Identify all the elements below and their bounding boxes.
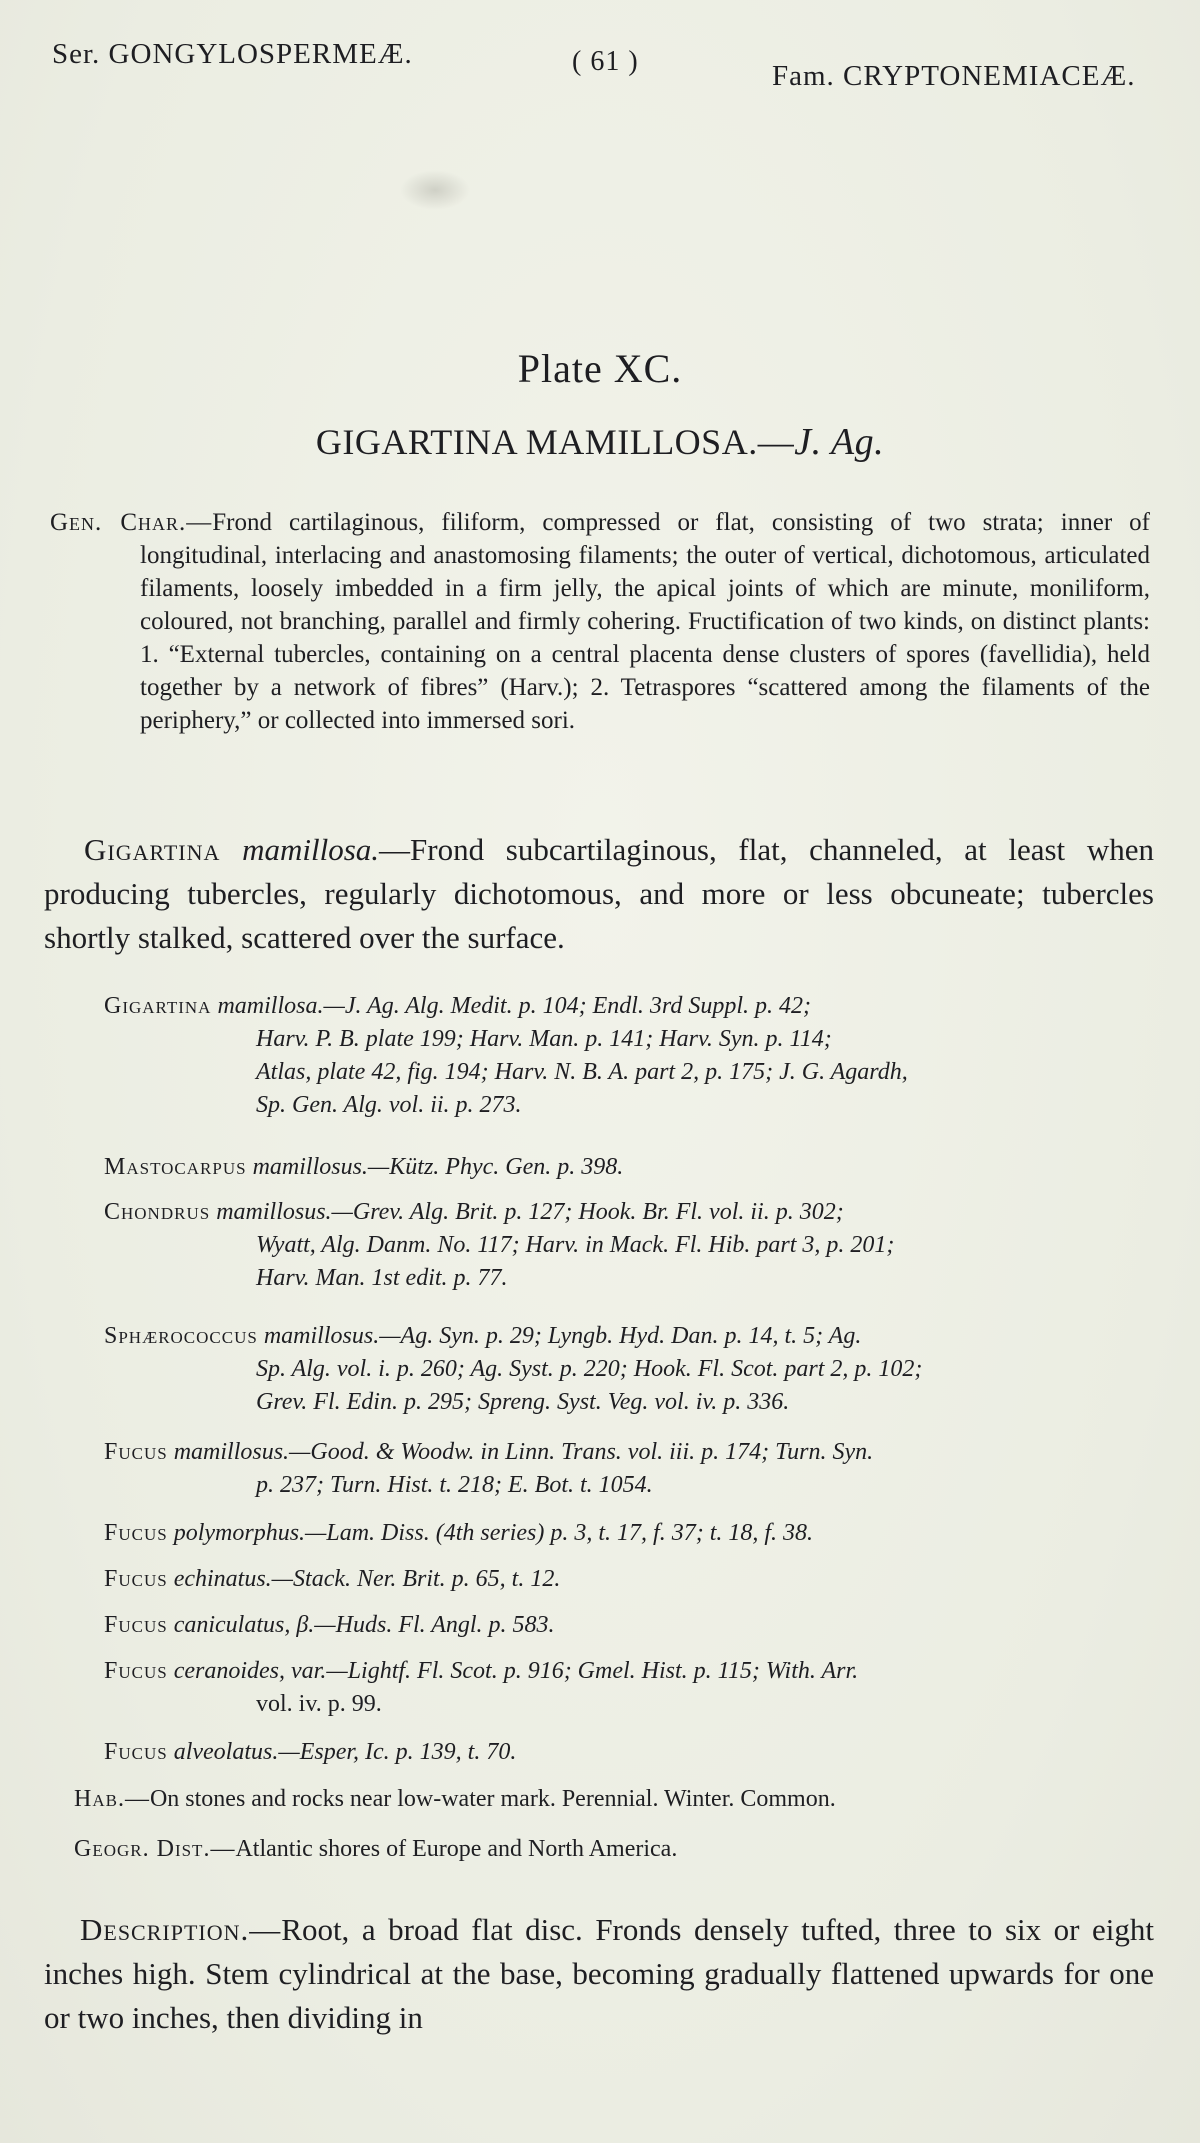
synonym-genus: Fucus — [104, 1520, 168, 1546]
species-name: GIGARTINA MAMILLOSA.— — [315, 422, 795, 462]
synonym-genus: Fucus — [104, 1658, 168, 1684]
synonym-reference: Ag. Syn. p. 29; Lyngb. Hyd. Dan. p. 14, t. 5; Ag. — [400, 1323, 862, 1349]
plate-title: Plate XC. — [517, 346, 683, 391]
habitat — [74, 1786, 1154, 1813]
synonym-reference: J. Ag. Alg. Medit. p. 104; Endl. 3rd Suppl. p. 42; — [344, 993, 812, 1019]
synonym-species: echinatus.— — [173, 1566, 294, 1592]
synonym-genus: Fucus — [104, 1739, 168, 1765]
synonym-genus: Fucus — [104, 1612, 168, 1638]
geographic-distribution — [74, 1836, 1154, 1863]
synonym-genus: Fucus — [104, 1566, 168, 1592]
synonym-reference: Stack. Ner. Brit. p. 65, t. 12. — [293, 1566, 561, 1592]
species-heading — [0, 420, 1200, 464]
synonym-reference: Good. & Woodw. in Linn. Trans. vol. iii. p. 174; Turn. Syn. — [310, 1439, 874, 1465]
synonym-entry — [104, 1736, 1154, 1769]
synonym-reference: Kütz. Phyc. Gen. p. 398. — [389, 1154, 624, 1180]
habitat-label: Hab.— — [74, 1786, 150, 1812]
diagnosis-genus: Gigartina — [84, 832, 221, 867]
synonym-entry — [104, 1320, 1154, 1419]
synonym-entry — [104, 1436, 1154, 1502]
synonym-species: mamillosus.— — [216, 1199, 353, 1225]
synonym-reference-cont: vol. iv. p. 99. — [256, 1691, 382, 1717]
synonym-entry — [104, 1517, 1154, 1550]
diagnosis-species: mamillosa. — [242, 832, 380, 867]
synonym-entry — [104, 1609, 1154, 1642]
synonym-entry — [104, 990, 1154, 1122]
synonym-reference: Huds. Fl. Angl. p. 583. — [335, 1612, 555, 1638]
description-text: Root, a broad flat disc. Fronds densely tufted, three to six or eight inches high. Stem cylindrical at the base, becoming gradually flattened upwards for one or two inches, then dividing in — [44, 1912, 1154, 2035]
synonym-genus: Fucus — [104, 1439, 168, 1465]
synonym-entry — [104, 1655, 1154, 1721]
synonym-entry — [104, 1196, 1154, 1295]
habitat-text: On stones and rocks near low-water mark. Perennial. Winter. Common. — [149, 1786, 836, 1812]
page-number: ( 61 ) — [572, 46, 639, 77]
synonym-reference-cont: Atlas, plate 42, fig. 194; Harv. N. B. A. part 2, p. 175; J. G. Agardh, — [256, 1059, 908, 1085]
synonym-reference: Esper, Ic. p. 139, t. 70. — [299, 1739, 517, 1765]
species-authority: J. Ag. — [794, 421, 885, 463]
generic-character — [50, 506, 1150, 737]
synonym-reference-cont: Harv. Man. 1st edit. p. 77. — [256, 1265, 508, 1291]
synonym-reference-cont: p. 237; Turn. Hist. t. 218; E. Bot. t. 1054. — [256, 1472, 653, 1498]
paper-smudge — [400, 170, 470, 210]
species-diagnosis — [44, 828, 1154, 960]
generic-character-label: Gen. Char.— — [50, 509, 213, 536]
generic-character-text: Frond cartilaginous, filiform, compressed or flat, consisting of two strata; inner of longitudinal, interlacing and anastomosing filaments; the outer of vertical, dichotomous, articulated filaments, loosely imbedded in a firm jelly, the apical joints of which are minute, moniliform, coloured, not branching, parallel and firmly cohering. Fructification of two kinds, on distinct plants: 1. “External tubercles, containing on a central placenta dense clusters of spores (favellidia), held together by a network of fibres” (Harv.); 2. Tetraspores “scattered among the filaments of the periphery,” or collected into immersed sori. — [140, 509, 1150, 734]
description — [44, 1908, 1154, 2040]
synonym-species: mamillosus.— — [173, 1439, 311, 1465]
synonym-species: polymorphus.— — [173, 1520, 327, 1546]
synonym-reference-cont: Wyatt, Alg. Danm. No. 117; Harv. in Mack. Fl. Hib. part 3, p. 201; — [256, 1232, 895, 1258]
synonym-reference: Grev. Alg. Brit. p. 127; Hook. Br. Fl. vol. ii. p. 302; — [352, 1199, 844, 1225]
synonym-entry — [104, 1563, 1154, 1596]
synonym-reference: Lam. Diss. (4th series) p. 3, t. 17, f. 37; t. 18, f. 38. — [326, 1520, 814, 1546]
synonym-species: alveolatus.— — [173, 1739, 300, 1765]
synonym-species: caniculatus, β.— — [173, 1612, 336, 1638]
synonym-reference-cont: Grev. Fl. Edin. p. 295; Spreng. Syst. Veg. vol. iv. p. 336. — [256, 1389, 790, 1415]
synonym-reference: Lightf. Fl. Scot. p. 916; Gmel. Hist. p. 115; With. Arr. — [347, 1658, 859, 1684]
running-header-left: Ser. GONGYLOSPERMEÆ. — [52, 38, 413, 70]
distribution-text: Atlantic shores of Europe and North America. — [235, 1836, 678, 1862]
synonym-species: ceranoides, var.— — [173, 1658, 348, 1684]
running-header-right: Fam. CRYPTONEMIACEÆ. — [772, 60, 1136, 92]
synonym-species: mamillosa.— — [217, 993, 345, 1019]
synonym-species: mamillosus.— — [263, 1323, 401, 1349]
synonym-reference-cont: Sp. Alg. vol. i. p. 260; Ag. Syst. p. 220; Hook. Fl. Scot. part 2, p. 102; — [256, 1356, 923, 1382]
diagnosis-text: —Frond subcartilaginous, flat, channeled, at least when producing tubercles, regularly dichotomous, and more or less obcuneate; tubercles shortly stalked, scattered over the surface. — [44, 832, 1155, 955]
synonym-genus: Mastocarpus — [104, 1154, 247, 1180]
description-label: Description.— — [80, 1912, 282, 1947]
synonym-species: mamillosus.— — [252, 1154, 390, 1180]
synonym-genus: Sphærococcus — [104, 1323, 258, 1349]
distribution-label: Geogr. Dist.— — [74, 1836, 236, 1862]
synonym-reference-cont: Sp. Gen. Alg. vol. ii. p. 273. — [256, 1092, 522, 1118]
synonym-reference-cont: Harv. P. B. plate 199; Harv. Man. p. 141; Harv. Syn. p. 114; — [256, 1026, 832, 1052]
synonym-genus: Chondrus — [104, 1199, 211, 1225]
synonym-genus: Gigartina — [104, 993, 212, 1019]
synonym-entry — [104, 1151, 1154, 1184]
